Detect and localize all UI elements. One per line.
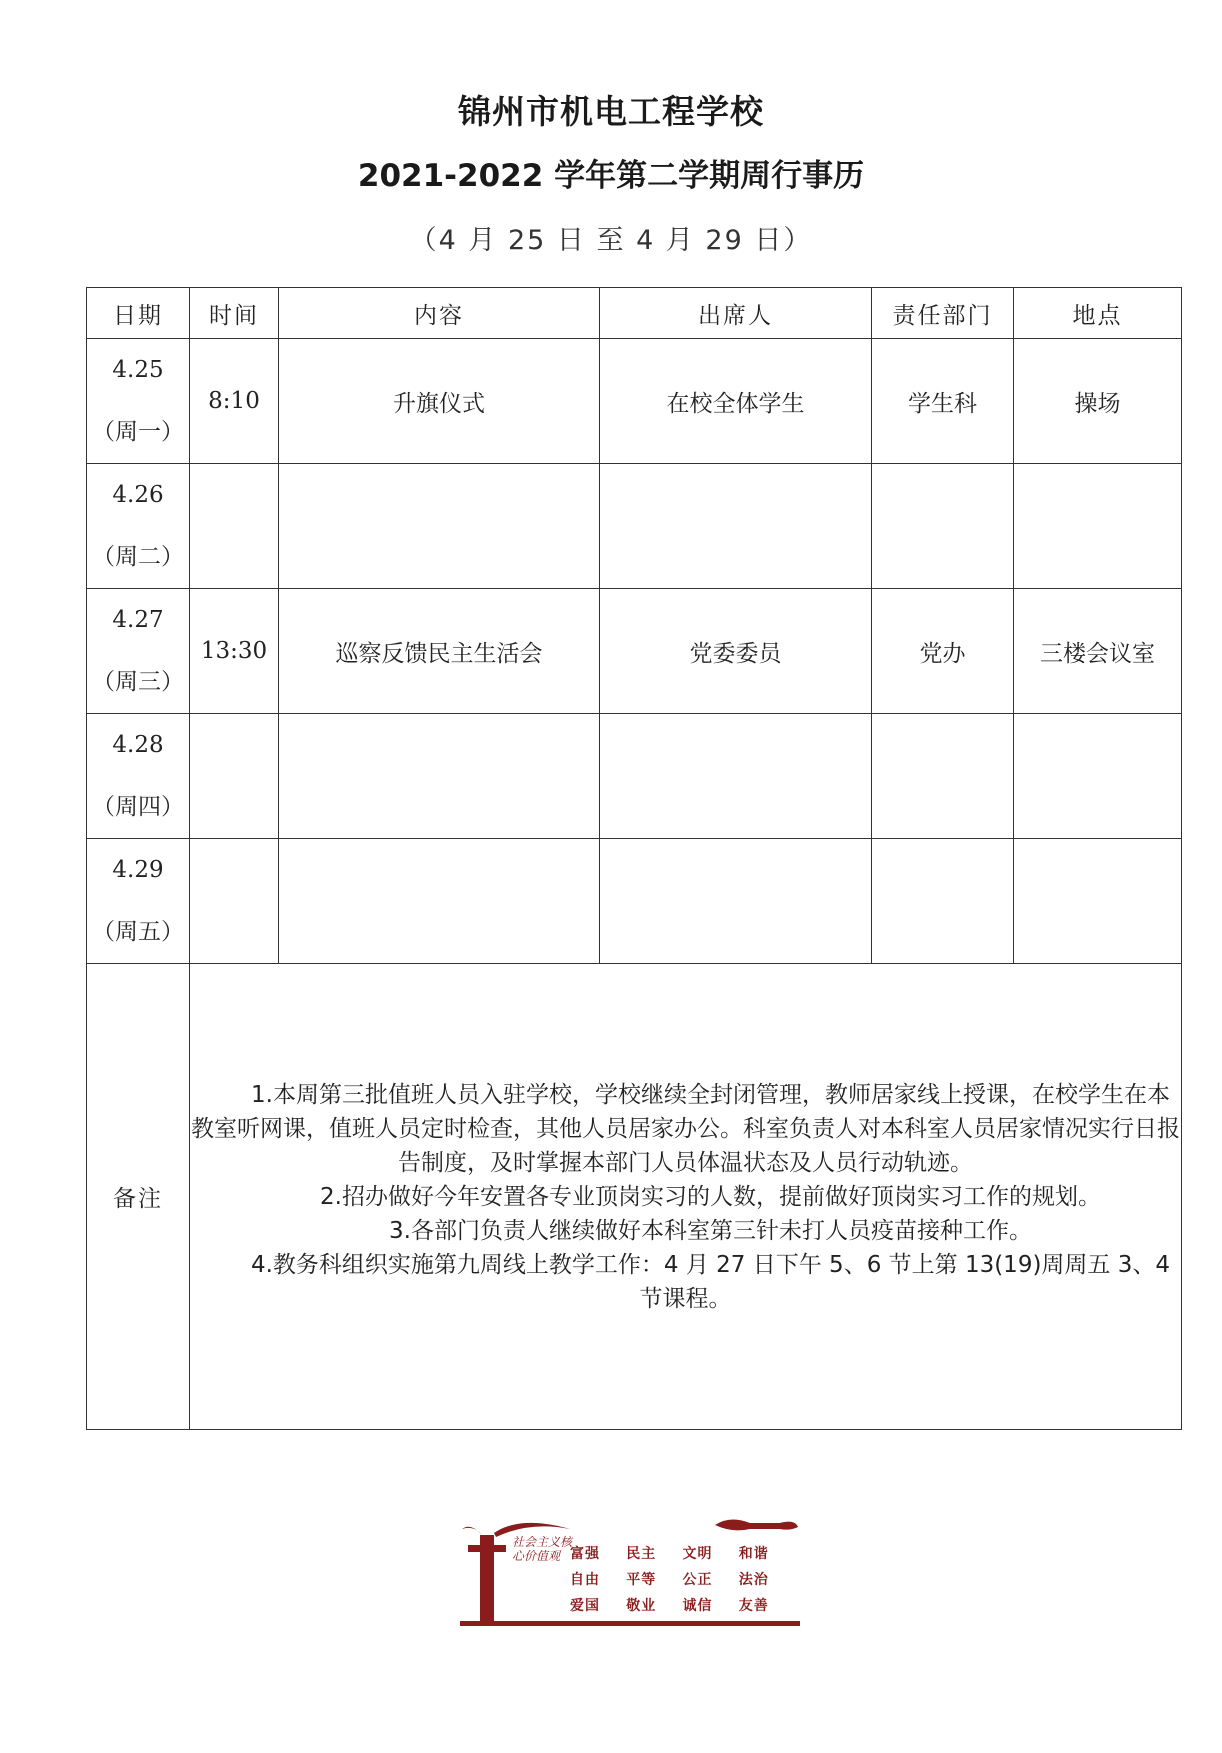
date-value: 4.29	[112, 857, 164, 883]
location-cell	[1014, 714, 1182, 839]
header-content: 内容	[279, 288, 600, 339]
date-value: 4.26	[112, 482, 164, 508]
value-item: 友善	[738, 1598, 769, 1614]
value-item: 民主	[626, 1546, 657, 1562]
weekday: （周五）	[92, 919, 184, 945]
notes-row	[87, 964, 1182, 1430]
weekday: （周三）	[92, 669, 184, 695]
location-cell: 三楼会议室	[1014, 589, 1182, 714]
table-row	[87, 839, 1182, 964]
date-cell	[87, 464, 190, 589]
location-cell	[1014, 839, 1182, 964]
date-cell	[87, 589, 190, 714]
document-title: 2021-2022 学年第二学期周行事历	[357, 158, 865, 194]
header-department: 责任部门	[872, 288, 1014, 339]
attendees-cell	[600, 839, 872, 964]
notes-label: 备注	[87, 964, 190, 1430]
location-cell: 操场	[1014, 339, 1182, 464]
department-cell: 学生科	[872, 339, 1014, 464]
value-item: 敬业	[626, 1598, 657, 1614]
department-cell	[872, 464, 1014, 589]
note-item: 2.招办做好今年安置各专业顶岗实习的人数，提前做好顶岗实习工作的规划。	[320, 1183, 1101, 1210]
time-cell	[190, 839, 279, 964]
date-cell	[87, 339, 190, 464]
table-header-row	[87, 288, 1182, 339]
table-row	[87, 464, 1182, 589]
table-row	[87, 589, 1182, 714]
value-item: 法治	[738, 1572, 769, 1588]
note-item: 3.各部门负责人继续做好本科室第三针未打人员疫苗接种工作。	[389, 1217, 1032, 1244]
value-item: 诚信	[682, 1598, 713, 1614]
date-value: 4.25	[112, 357, 164, 383]
weekday: （周二）	[92, 544, 184, 570]
time-cell	[190, 714, 279, 839]
header-time: 时间	[190, 288, 279, 339]
date-range: （4 月 25 日 至 4 月 29 日）	[409, 225, 813, 256]
content-cell: 巡察反馈民主生活会	[279, 589, 600, 714]
time-cell: 8:10	[190, 339, 279, 464]
value-item: 公正	[682, 1572, 713, 1588]
date-cell	[87, 714, 190, 839]
department-cell: 党办	[872, 589, 1014, 714]
header-location: 地点	[1014, 288, 1182, 339]
content-cell: 升旗仪式	[279, 339, 600, 464]
date-value: 4.27	[112, 607, 164, 633]
attendees-cell: 党委委员	[600, 589, 872, 714]
value-item: 平等	[626, 1572, 657, 1588]
time-cell: 13:30	[190, 589, 279, 714]
core-values-banner	[460, 1515, 800, 1630]
value-item: 自由	[570, 1572, 600, 1588]
location-cell	[1014, 464, 1182, 589]
value-item: 和谐	[738, 1546, 769, 1562]
content-cell	[279, 464, 600, 589]
value-item: 爱国	[570, 1598, 600, 1614]
weekly-calendar-table	[86, 287, 1182, 1430]
note-item: 1.本周第三批值班人员入驻学校，学校继续全封闭管理，教师居家线上授课，在校学生在本教室听网课，值班人员定时检查，其他人员居家办公。科室负责人对本科室人员居家情况实行日报告制度，及时掌握本部门人员体温状态及人员行动轨迹。	[191, 1081, 1180, 1176]
attendees-cell: 在校全体学生	[600, 339, 872, 464]
table-row	[87, 714, 1182, 839]
note-item: 4.教务科组织实施第九周线上教学工作：4 月 27 日下午 5、6 节上第 13(19)周周五 3、4 节课程。	[250, 1251, 1171, 1312]
weekday: （周四）	[92, 794, 184, 820]
weekday: （周一）	[92, 419, 184, 445]
department-cell	[872, 714, 1014, 839]
core-values-calligraphy: 社会主义核心价值观	[512, 1535, 573, 1563]
content-cell	[279, 714, 600, 839]
core-values-grid	[570, 1543, 795, 1615]
attendees-cell	[600, 714, 872, 839]
header-date: 日期	[87, 288, 190, 339]
date-cell	[87, 839, 190, 964]
notes-content	[190, 964, 1182, 1430]
value-item: 文明	[682, 1546, 713, 1562]
content-cell	[279, 839, 600, 964]
value-item: 富强	[570, 1546, 600, 1562]
time-cell	[190, 464, 279, 589]
table-row	[87, 339, 1182, 464]
header-attendees: 出席人	[600, 288, 872, 339]
department-cell	[872, 839, 1014, 964]
school-name: 锦州市机电工程学校	[458, 92, 764, 131]
attendees-cell	[600, 464, 872, 589]
date-value: 4.28	[112, 732, 164, 758]
